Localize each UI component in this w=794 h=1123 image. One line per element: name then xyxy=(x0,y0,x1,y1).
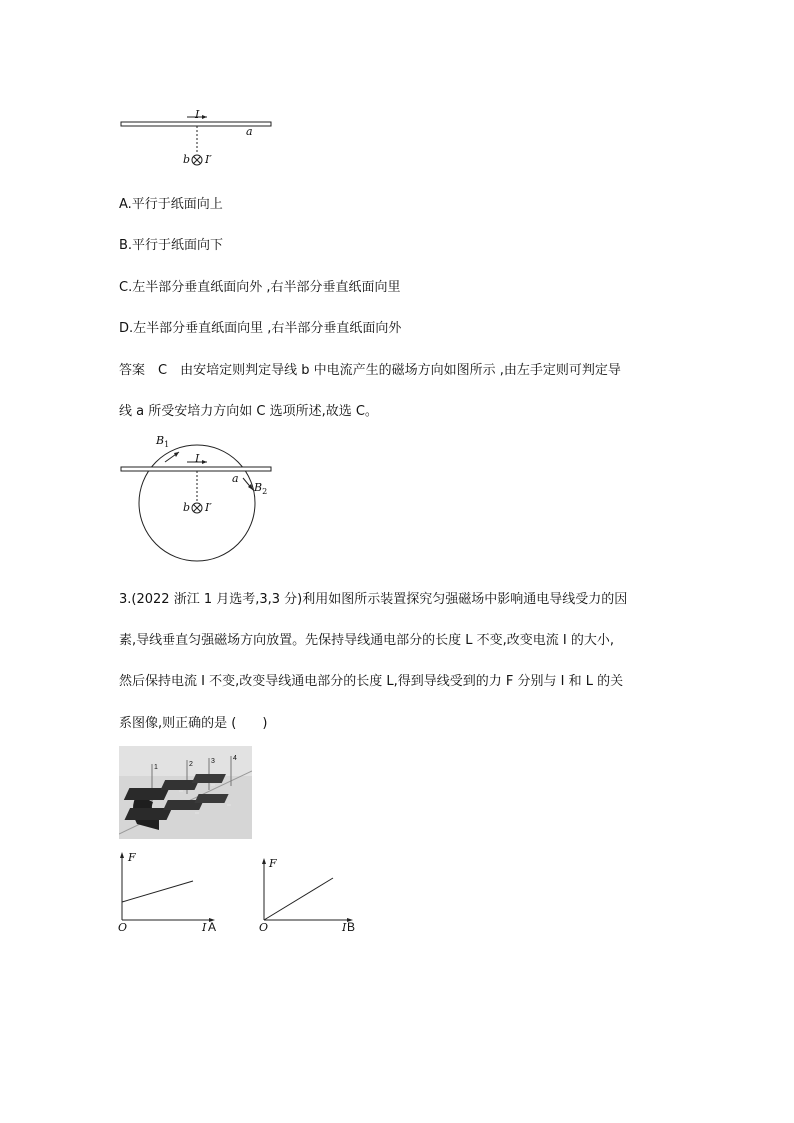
graph-a-origin: O xyxy=(118,921,128,934)
label-current-I-prime: I′ xyxy=(205,153,212,166)
graph-a-line xyxy=(122,881,193,902)
label-point-b: b xyxy=(183,153,191,166)
question3-line-3: 然后保持电流 I 不变,改变导线通电部分的长度 L,得到导线受到的力 F 分别与 I 和 L 的关 xyxy=(119,674,624,689)
label-point-b: b xyxy=(183,501,191,514)
photo-label-1: 1 xyxy=(154,764,158,771)
graph-a-x-label: I xyxy=(202,921,207,934)
graph-b xyxy=(256,850,366,940)
graph-b-option: B xyxy=(347,920,356,934)
figure-2 xyxy=(115,432,290,572)
photo-label-4: 4 xyxy=(233,755,237,762)
graph-a-option: A xyxy=(208,920,217,934)
wire-a xyxy=(121,467,271,471)
option-d: D.左半部分垂直纸面向里 ,右半部分垂直纸面向外 xyxy=(119,321,402,336)
label-wire-a: a xyxy=(232,472,239,485)
graph-a xyxy=(115,850,225,940)
photo-label-3: 3 xyxy=(211,758,215,765)
option-b: B.平行于纸面向下 xyxy=(119,238,224,253)
photo-label-2: 2 xyxy=(189,761,193,768)
label-wire-a: a xyxy=(246,125,253,138)
current-arrowhead xyxy=(202,115,207,119)
question3-line-1: 3.(2022 浙江 1 月选考,3,3 分)利用如图所示装置探究匀强磁场中影响通电导线受力的因 xyxy=(119,592,628,607)
label-current-I: I xyxy=(195,452,200,465)
figure-2-drawing xyxy=(115,432,290,572)
figure-1 xyxy=(115,108,285,178)
label-current-I-prime: I′ xyxy=(205,501,212,514)
label-b2: $B_2$ xyxy=(254,481,268,497)
answer-line-2: 线 a 所受安培力方向如 C 选项所述,故选 C。 xyxy=(119,404,378,419)
question3-line-2: 素,导线垂直匀强磁场方向放置。先保持导线通电部分的长度 L 不变,改变电流 I 的大小, xyxy=(119,633,615,648)
question3-line-4: 系图像,则正确的是 ( ) xyxy=(119,716,268,731)
graph-b-y-label: F xyxy=(269,857,277,870)
answer-line-1: 答案 C 由安培定则判定导线 b 中电流产生的磁场方向如图所示 ,由左手定则可判定导 xyxy=(119,363,621,378)
label-b1: $B_1$ xyxy=(156,434,170,450)
option-c: C.左半部分垂直纸面向外 ,右半部分垂直纸面向里 xyxy=(119,280,401,295)
option-a: A.平行于纸面向上 xyxy=(119,197,223,212)
graph-b-origin: O xyxy=(259,921,269,934)
graph-b-line xyxy=(264,878,333,920)
figure-1-drawing xyxy=(115,108,285,178)
graph-a-y-label: F xyxy=(128,851,136,864)
apparatus-photo xyxy=(119,746,252,839)
graph-b-x-label: I xyxy=(342,921,347,934)
label-current-I: I xyxy=(195,108,200,121)
